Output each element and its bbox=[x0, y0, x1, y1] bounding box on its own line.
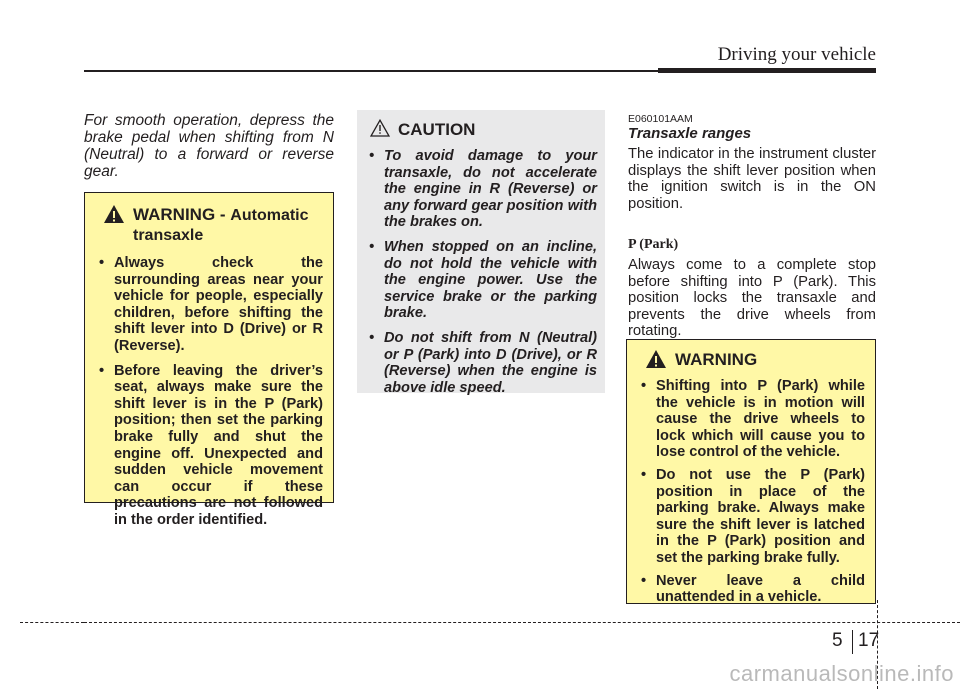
warning-triangle-icon bbox=[645, 349, 667, 369]
warning-subtitle: Automatic transaxle bbox=[133, 207, 309, 244]
list-item: • Shifting into P (Park) while the vehicle is in motion will cause the drive wheels to lock which will cause you to lose control of the vehicle. bbox=[641, 378, 865, 461]
subsection-title: Transaxle ranges bbox=[628, 125, 752, 142]
warning-triangle-icon bbox=[103, 204, 125, 224]
list-item: • When stopped on an incline, do not hold the vehicle with the engine power. Use the service brake or the parking brake. bbox=[369, 238, 597, 322]
list-item: • Do not shift from N (Neutral) or P (Park) into D (Drive), or R (Reverse) when the engine is above idle speed. bbox=[369, 329, 597, 396]
list-item: • Always check the surrounding areas near your vehicle for people, especially children, before shifting the shift lever into D (Drive) or R (Reverse). bbox=[99, 255, 323, 354]
caution-list bbox=[365, 148, 597, 396]
caution-box-title bbox=[365, 120, 597, 140]
section-code: E060101AAM bbox=[628, 113, 693, 125]
footer-rule-left bbox=[20, 622, 84, 623]
list-item: • To avoid damage to your transaxle, do not accelerate the engine in R (Reverse) or any forward gear position with the brakes on. bbox=[369, 148, 597, 231]
caution-box bbox=[357, 110, 605, 396]
warning-label: WARNING - bbox=[133, 205, 226, 224]
page-number: 17 bbox=[858, 630, 880, 651]
park-heading: P (Park) bbox=[628, 237, 679, 252]
warning-box-automatic bbox=[84, 192, 334, 528]
caution-label: CAUTION bbox=[398, 120, 476, 139]
list-item: • Never leave a child unattended in a vehicle. bbox=[641, 572, 865, 606]
park-paragraph: Always come to a complete stop before shifting into P (Park). This position locks the transaxle and prevents the drive wheels from rotating. bbox=[628, 257, 876, 340]
caution-triangle-icon bbox=[370, 119, 390, 137]
watermark: carmanualsonline.info bbox=[729, 661, 954, 686]
warning-list bbox=[95, 255, 323, 529]
warning-box-title bbox=[95, 205, 323, 245]
header-rule-accent bbox=[658, 68, 876, 73]
page-number-separator bbox=[852, 630, 853, 654]
warning-list bbox=[637, 378, 865, 606]
footer-rule bbox=[84, 622, 960, 623]
warning-box-park bbox=[626, 339, 876, 604]
ranges-paragraph: The indicator in the instrument cluster displays the shift lever position when the ignition switch is in the ON position. bbox=[628, 146, 876, 212]
list-item: • Do not use the P (Park) position in place of the parking brake. Always make sure the shift lever is latched in the P (Park) position and set the parking brake fully. bbox=[641, 466, 865, 566]
warning-box-title bbox=[637, 350, 865, 370]
intro-paragraph: For smooth operation, depress the brake pedal when shifting from N (Neutral) to a forward or reverse gear. bbox=[84, 112, 334, 180]
section-title: Driving your vehicle bbox=[717, 44, 876, 65]
list-item: • Before leaving the driver’s seat, always make sure the shift lever is in the P (Park) position; then set the parking brake fully and shut the engine off. Unexpected and sudden vehicle movement can occur if these precautions are not followed in the order identified. bbox=[99, 362, 323, 528]
chapter-number: 5 bbox=[832, 630, 843, 651]
warning-label: WARNING bbox=[675, 350, 758, 369]
